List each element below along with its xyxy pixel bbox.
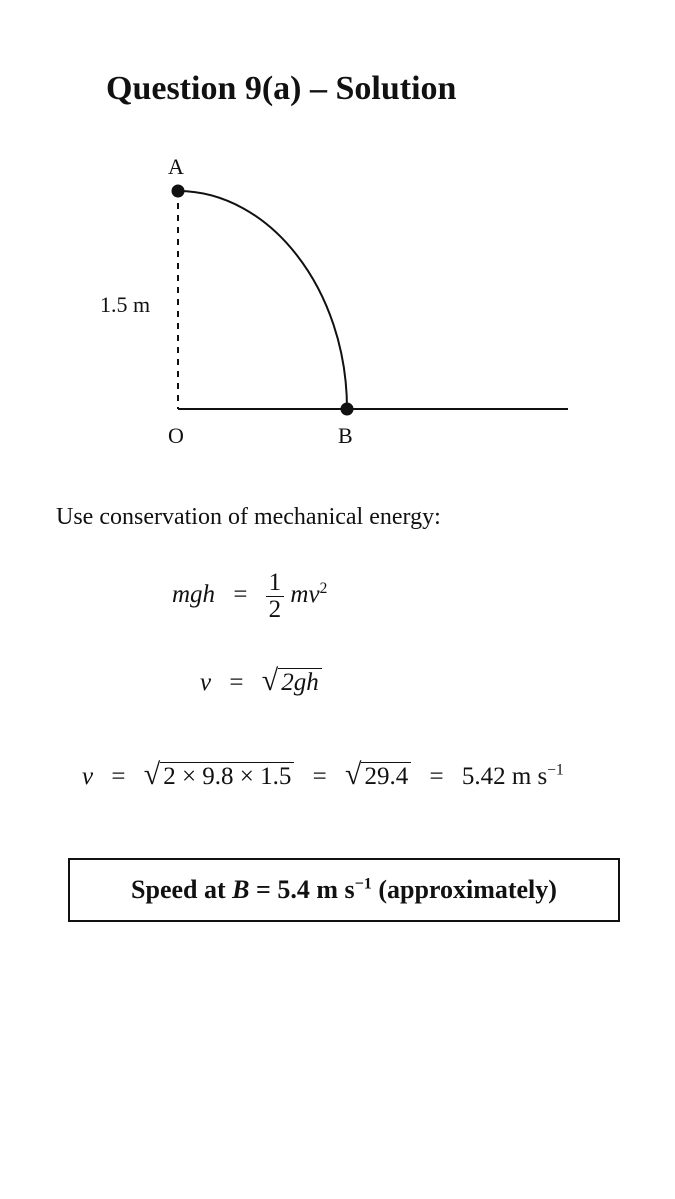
eq3-sqrt-2 xyxy=(345,758,411,792)
eq3-equals-3: = xyxy=(429,763,444,790)
sqrt-icon: √ xyxy=(345,758,362,791)
equation-energy xyxy=(172,570,327,623)
equation-calculation xyxy=(82,758,564,792)
eq2-sqrt xyxy=(262,664,322,698)
point-a-dot xyxy=(172,185,185,198)
eq3-exponent: −1 xyxy=(547,761,564,779)
answer-suffix: (approximately) xyxy=(371,875,557,904)
eq1-rhs: mv xyxy=(290,581,320,609)
eq3-lhs: v xyxy=(82,763,94,790)
answer-box xyxy=(68,858,620,922)
quarter-circle-diagram xyxy=(0,150,675,460)
equation-velocity xyxy=(200,664,322,698)
eq2-lhs: v xyxy=(200,669,212,696)
answer-prefix: Speed at xyxy=(131,875,233,904)
quarter-circle-arc xyxy=(178,191,347,409)
eq3-equals-2: = xyxy=(312,763,327,790)
answer-value: = 5.4 m s xyxy=(249,875,355,904)
eq1-denominator: 2 xyxy=(268,596,282,623)
height-label: 1.5 m xyxy=(100,292,151,317)
eq2-radicand: 2gh xyxy=(278,668,322,696)
answer-exponent: −1 xyxy=(354,875,372,893)
label-o: O xyxy=(168,423,184,448)
eq2-equals: = xyxy=(229,669,244,696)
answer-var: B xyxy=(232,875,250,904)
eq1-exponent: 2 xyxy=(319,579,328,597)
intro-text: Use conservation of mechanical energy: xyxy=(56,504,441,530)
point-b-dot xyxy=(341,403,354,416)
eq1-lhs: mgh xyxy=(172,581,216,609)
eq3-radicand-1: 2 × 9.8 × 1.5 xyxy=(160,762,294,790)
label-b: B xyxy=(338,423,353,448)
eq3-sqrt-1 xyxy=(144,758,295,792)
label-a: A xyxy=(168,154,184,179)
eq1-numerator: 1 xyxy=(266,570,285,597)
eq3-result: 5.42 m s xyxy=(461,763,548,790)
eq3-equals-1: = xyxy=(111,763,126,790)
eq1-fraction xyxy=(266,570,285,623)
page-title: Question 9(a) – Solution xyxy=(106,70,457,107)
answer-text xyxy=(131,875,557,905)
sqrt-icon: √ xyxy=(143,758,161,791)
sqrt-icon: √ xyxy=(261,664,279,697)
eq3-radicand-2: 29.4 xyxy=(361,762,411,790)
eq1-equals: = xyxy=(233,581,248,609)
